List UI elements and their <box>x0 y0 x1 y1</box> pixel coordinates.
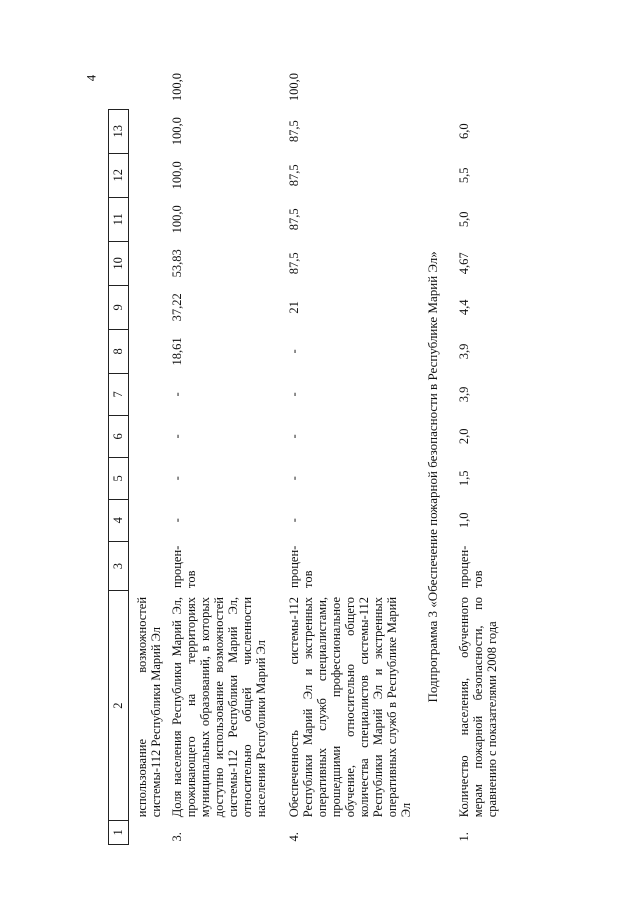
value-cell: 87,5 <box>287 164 301 187</box>
value-cell: 100,0 <box>170 205 184 234</box>
value-cell: 3,9 <box>456 343 471 360</box>
value-cell: 100,0 <box>170 161 184 190</box>
value-cell: 4,4 <box>456 299 471 316</box>
header-cell: 9 <box>109 285 129 329</box>
header-cell: 4 <box>109 499 129 541</box>
value-cell: - <box>287 392 301 397</box>
document-sheet <box>108 65 528 845</box>
table-header-row <box>109 65 129 845</box>
table-row <box>129 65 165 845</box>
subprogram-title: Подпрограмма 3 «Обеспечение пожарной безопасности в Республике Марий Эл» <box>425 251 440 703</box>
header-cell: 13 <box>109 109 129 153</box>
value-cell: - <box>170 392 184 397</box>
table-row <box>281 65 414 845</box>
value-cell: - <box>170 518 184 523</box>
row-number: 1. <box>456 832 471 842</box>
value-cell: 37,22 <box>170 293 184 322</box>
value-cell: - <box>287 476 301 481</box>
row-number: 3. <box>170 832 184 842</box>
header-cell: 3 <box>109 541 129 591</box>
indicator-text: Количество населения, обученного мерам пожарной безопасности, по сравнению с показателями 2008 года <box>456 596 499 818</box>
header-cell: 12 <box>109 153 129 197</box>
header-cell: 6 <box>109 415 129 457</box>
value-cell: 87,5 <box>287 208 301 231</box>
value-cell: 6,0 <box>456 123 471 140</box>
value-cell: - <box>287 349 301 354</box>
header-cell: 8 <box>109 329 129 373</box>
header-cell: 1 <box>109 820 129 844</box>
value-cell: 100,0 <box>287 73 301 102</box>
header-cell: 5 <box>109 457 129 499</box>
indicator-text: Доля населения Республики Марий Эл, проживающего на территориях муниципальных образований, в которых доступно использование возможностей системы-112 Республики Марий Эл, относительно общей численности населения Республики Марий Эл <box>170 596 268 818</box>
unit-cell: процен-тов <box>170 545 198 588</box>
value-cell: 1,5 <box>456 470 471 487</box>
indicators-table <box>108 65 500 845</box>
value-cell: 5,0 <box>456 211 471 228</box>
subprogram-title-row <box>414 65 451 845</box>
header-cell: 10 <box>109 241 129 285</box>
value-cell: 87,5 <box>287 120 301 143</box>
unit-cell: процен-тов <box>456 545 485 588</box>
value-cell: 18,61 <box>170 337 184 366</box>
header-cell: 11 <box>109 197 129 241</box>
value-cell: - <box>170 476 184 481</box>
unit-cell: процен-тов <box>287 545 315 588</box>
header-cell: 7 <box>109 373 129 415</box>
value-cell: - <box>287 434 301 439</box>
page-number: 4 <box>83 74 99 82</box>
value-cell: - <box>287 518 301 523</box>
value-cell: 1,0 <box>456 512 471 529</box>
indicator-text: Обеспеченность системы-112 Республики Марий Эл и экстренных оперативных служб специалистами, прошедшими профессиональное обучение, относительно общего количества специалистов системы-112 Республики Марий Эл и экстренных оперативных служб в Республике Марий Эл <box>287 596 413 818</box>
row-number: 4. <box>287 832 301 842</box>
table-row <box>451 65 500 845</box>
value-cell: 5,5 <box>456 167 471 184</box>
value-cell: 4,67 <box>456 252 471 275</box>
value-cell: 21 <box>287 301 301 314</box>
table-row <box>164 65 269 845</box>
value-cell: - <box>170 434 184 439</box>
value-cell: 100,0 <box>170 117 184 146</box>
value-cell: 53,83 <box>170 249 184 278</box>
value-cell: 2,0 <box>456 428 471 445</box>
indicator-text: использование возможностей системы-112 Республики Марий Эл <box>135 596 163 818</box>
value-cell: 100,0 <box>170 73 184 102</box>
value-cell: 3,9 <box>456 386 471 403</box>
header-cell: 2 <box>109 591 129 820</box>
value-cell <box>451 65 500 109</box>
value-cell: 87,5 <box>287 252 301 275</box>
